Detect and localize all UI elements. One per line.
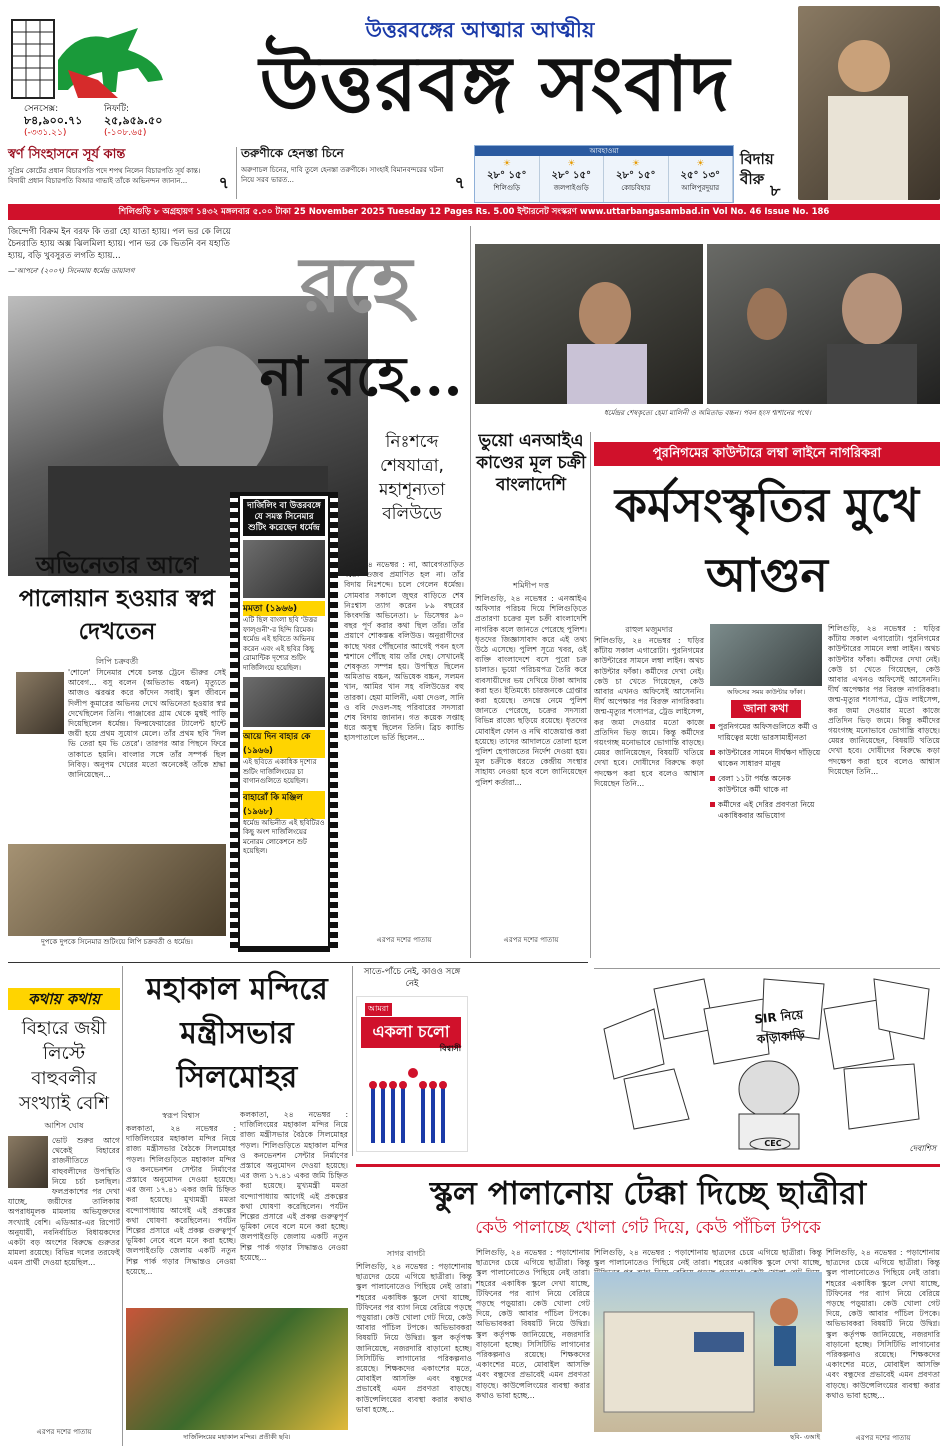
title-na-rohe: না রহে... — [259, 344, 463, 408]
school-headline: স্কুল পালানোয় টেক্কা দিচ্ছে ছাত্রীরা — [429, 1174, 867, 1212]
weather-city — [669, 156, 734, 202]
weather-city-name: কোচবিহার — [621, 184, 651, 192]
kothay-brand: কথায় কথায় — [8, 988, 120, 1010]
teaser-2-title: তরুণীকে হেনস্তা চিনে — [241, 146, 344, 160]
cartoon-stamp: CEC — [764, 1139, 782, 1148]
wrestler-byline: লিপি চক্রবর্তী — [95, 657, 139, 666]
bullet-icon — [710, 724, 715, 729]
school-body-col4: শিলিগুড়ি, ২৪ নভেম্বর : পড়াশোনায় ছাত্রদের চেয়ে এগিয়ে ছাত্রীরা। কিন্তু স্কুল পালানোতেও পিছিয়ে নেই তারা। শহরের একাধিক স্কুলে দেখা যাচ্ছে, টিফিনের পর ব্যাগ নিয়ে বেরিয়ে পড়ছে পড়ুয়ারা। কেউ খোলা গেট দিয়ে, কেউ আবার পাঁচিল টপকে। অভিভাবকরা বিষয়টি নিয়ে উদ্বিগ্ন। স্কুল কর্তৃপক্ষ জানিয়েছে, নজরদারি বাড়ানো হচ্ছে। সিসিটিভি লাগানোর পরিকল্পনাও রয়েছে। শিক্ষকদের একাংশের মতে, মোবাইল আসক্তি এবং বন্ধুদের প্রভাবেই এমন প্রবণতা বাড়ছে। কাউন্সেলিংয়ের ব্যবস্থা করার কথাও ভাবা হচ্ছে... — [826, 1248, 940, 1400]
bullet-icon — [710, 750, 715, 755]
nifty-label: নিফটি: — [104, 104, 130, 114]
school-continue: এরপর দশের পাতায় — [855, 1434, 911, 1442]
teaser-1-page: ৭ — [218, 173, 229, 192]
hema-car-photo — [475, 244, 703, 404]
nia-body: শিলিগুড়ি, ২৪ নভেম্বর : এনআইএ অফিসার পরিচয় দিয়ে শিলিগুড়িতে প্রতারণা চক্রের মূল চক্রী বাংলাদেশি নাগরিক বলে জানতে পেরেছে পুলিশ। ধৃতদের জিজ্ঞাসাবাদ করে এই তথ্য উঠে এসেছে। পুলিশ সূত্রে খবর, ওই ব্যক্তি বাংলাদেশে বসে পুরো চক্র চালাত। ভুয়ো পরিচয়পত্র তৈরি করে ব্যবসায়ীদের ভয় দেখিয়ে টাকা আদায় করা হত। ইতিমধ্যে চারজনকে গ্রেপ্তার করা হয়েছে। তদন্তে নেমে পুলিশ জানতে পেরেছে, চক্রের সদস্যরা বিভিন্ন রাজ্যে ছড়িয়ে রয়েছে। ধৃতদের মোবাইল ফোন ও নথি বাজেয়াপ্ত করা হয়েছে। তাদের আদালতে তোলা হলে পুলিশ হেপাজতের নির্দেশ দেওয়া হয়। মূল চক্রীকে ধরতে কেন্দ্রীয় সংস্থার সাহায্য নেওয়া হবে বলে জানিয়েছেন পুলিশ কর্তারা... — [475, 594, 587, 787]
facts-item: কর্মীদের এই দেরির প্রবণতা নিয়ে একাধিকবার অভিযোগ — [710, 800, 822, 821]
mahakal-body-col2: কলকাতা, ২৪ নভেম্বর : দার্জিলিংয়ের মহাকাল মন্দির নিয়ে রাজ্য মন্ত্রীসভার বৈঠকে সিলমোহর পড়ল। শিলিগুড়িতে মহাকাল মন্দির ও কনভেনশন সেন্টার নির্মাণের প্রস্তাবে অনুমোদন দেওয়া হয়েছে। এর জন্য ১৭.৪১ একর জমি চিহ্নিত করা হয়েছে। মুখ্যমন্ত্রী মমতা বন্দ্যোপাধ্যায় আগেই এই প্রকল্পের কথা ঘোষণা করেছিলেন। পর্যটন শিল্পের প্রসারে এই প্রকল্প গুরুত্বপূর্ণ ভূমিকা নেবে বলে মনে করা হচ্ছে। জলপাইগুড়ি জেলায় একটি নতুন শিল্প পার্ক গড়ার সিদ্ধান্তও নেওয়া হয়েছে... — [240, 1110, 348, 1262]
dateline-bar — [8, 204, 940, 220]
mahakal-photo — [126, 1308, 348, 1430]
facts-item: বেলা ১১টা পর্যন্ত অনেক কাউন্টারে কর্মী থাকে না — [710, 774, 822, 795]
weather-temp: ২৮° ১৫° — [551, 170, 591, 181]
nia-headline: ভুয়ো এনআইএ কাণ্ডের মূল চক্রী বাংলাদেশি — [476, 431, 586, 495]
teaser-2[interactable] — [241, 145, 469, 203]
teaser-3-title: বিদায় বীরু — [740, 150, 774, 188]
wrestler-body: 'শোলে' সিনেমার শেষে চলন্ত ট্রেনে ভীরুর সেই আবেগ... বসু বলেন (অভিতাভ বচ্চন) মৃত্যুতে আজও ঝরঝর করে কাঁদেন সবাই। স্কুল জীবনে দিলীপ কুমারের অভিনয় দেখে অভিনেতা হওয়ার স্বপ্ন দেখেছিলেন তিনি। পাঞ্জাবের গ্রাম থেকে মুম্বই পাড়ি দিয়েছিলেন ধর্মেন্দ্র। ফিল্মফেয়ারের ট্যালেন্ট হান্টে জয়ী হয়ে প্রথম সুযোগ মেলে। তাঁর প্রথম ছবি 'দিল ভি তেরা হম ভি তেরে'। তারপর আর পিছনে ফিরে তাকাতে হয়নি। বাংলার সঙ্গে তাঁর সম্পর্ক ছিল নিবিড়। অনুপম খেরের মতো অনেকেই তাঁকে শ্রদ্ধা জানিয়েছেন... — [68, 668, 226, 780]
school-photo-caption: ছবি- এআই — [790, 1433, 820, 1441]
weather-sun-icon: ☀ — [567, 159, 576, 169]
book-ad-brand: বিশ্বাসী — [439, 1044, 461, 1053]
book-ad-title: একলা চলো — [361, 1017, 461, 1048]
weather-city-name: শিলিগুড়ি — [493, 184, 521, 192]
film-strip-box — [230, 492, 338, 952]
weather-temp: ২৫° ১৩° — [680, 170, 720, 181]
film-quote: জিন্দেগী বিক্রম ইন বরফ কি তরা হো যাতা হ্যায়। পল ভর কে লিয়ে চৈনরাতি হ্যায় অক্স ঝিলমিলা হ্যায়। পান ভর কে ভিতনি বন যহাতি হ্যায়, বড়ি খুবসুরত লগতি হ্যায়... —'আপনে' (২০০৭) সিনেমায় ধর্মেন্দ্র ডায়ালগ — [8, 227, 231, 275]
school-body-col1: শিলিগুড়ি, ২৪ নভেম্বর : পড়াশোনায় ছাত্রদের চেয়ে এগিয়ে ছাত্রীরা। কিন্তু স্কুল পালানোতেও পিছিয়ে নেই তারা। শহরের একাধিক স্কুলে দেখা যাচ্ছে, টিফিনের পর ব্যাগ নিয়ে বেরিয়ে পড়ছে পড়ুয়ারা। কেউ খোলা গেট দিয়ে, কেউ আবার পাঁচিল টপকে। অভিভাবকরা বিষয়টি নিয়ে উদ্বিগ্ন। স্কুল কর্তৃপক্ষ জানিয়েছে, নজরদারি বাড়ানো হচ্ছে। সিসিটিভি লাগানোর পরিকল্পনাও রয়েছে। শিক্ষকদের একাংশের মতে, মোবাইল আসক্তি এবং বন্ধুদের প্রভাবেই এমন প্রবণতা বাড়ছে। কাউন্সেলিংয়ের ব্যবস্থা করার কথাও ভাবা হচ্ছে... — [356, 1262, 472, 1414]
kothay-headline: বিহারে জয়ী লিস্টে বাহুবলীর সংখ্যাই বেশি — [18, 1018, 110, 1114]
weather-city — [604, 156, 669, 202]
kothay-column — [8, 966, 120, 1446]
school-body-col2: শিলিগুড়ি, ২৪ নভেম্বর : পড়াশোনায় ছাত্রদের চেয়ে এগিয়ে ছাত্রীরা। কিন্তু স্কুল পালানোতেও পিছিয়ে নেই তারা। শহরের একাধিক স্কুলে দেখা যাচ্ছে, টিফিনের পর ব্যাগ নিয়ে বেরিয়ে পড়ছে পড়ুয়ারা। কেউ খোলা গেট দিয়ে, কেউ আবার পাঁচিল টপকে। অভিভাবকরা বিষয়টি নিয়ে উদ্বিগ্ন। স্কুল কর্তৃপক্ষ জানিয়েছে, নজরদারি বাড়ানো হচ্ছে। সিসিটিভি লাগানোর পরিকল্পনাও রয়েছে। শিক্ষকদের একাংশের মতে, মোবাইল আসক্তি এবং বন্ধুদের প্রভাবেই এমন প্রবণতা বাড়ছে। কাউন্সেলিংয়ের ব্যবস্থা করার কথাও ভাবা হচ্ছে... — [476, 1248, 590, 1400]
funeral-continue: এরপর দশের পাতায় — [376, 936, 432, 944]
nia-continue: এরপর দশের পাতায় — [503, 936, 559, 944]
title-rohe: রহে — [299, 240, 413, 329]
shooting-photo — [8, 844, 226, 936]
teaser-2-page: ৭ — [454, 173, 465, 192]
book-ad[interactable] — [356, 966, 468, 1158]
weather-city-name: আলিপুরদুয়ার — [681, 184, 720, 192]
facts-box — [710, 700, 822, 868]
film-3-text: ধর্মেন্দ্র অভিনীত এই ছবিটিরও কিছু অংশ দার্জিলিংয়ের মনোরম লোকেশনে শুট হয়েছিল। — [243, 818, 325, 855]
facts-item: কাউন্টারের সামনে দীর্ঘক্ষণ দাঁড়িয়ে থাকেন সাধারণ মানুষ — [710, 748, 822, 769]
karma-strap: পুরনিগমের কাউন্টারে লম্বা লাইনে নাগরিকরা — [594, 442, 940, 466]
dharmendra-lead — [8, 226, 466, 958]
weather-header: আবহাওয়া — [475, 146, 733, 156]
weather-sun-icon: ☀ — [631, 159, 640, 169]
school-body-col3: শিলিগুড়ি, ২৪ নভেম্বর : পড়াশোনায় ছাত্রদের চেয়ে এগিয়ে ছাত্রীরা। কিন্তু স্কুল পালানোতেও পিছিয়ে নেই তারা। শহরের একাধিক স্কুলে দেখা যাচ্ছে, — [594, 1248, 822, 1268]
wrestler-headline: অভিনেতার আগে পালোয়ান হওয়ার স্বপ্ন দেখতেন — [18, 553, 216, 645]
weather-temp: ২৮° ১৫° — [487, 170, 527, 181]
film-2-text: এই ছবিতে একাধিক দৃশ্যের শুটিং দার্জিলিংয়ের চা বাগানগুলিতে হয়েছিল। — [243, 758, 317, 785]
school-subhead: কেউ পালাচ্ছে খোলা গেট দিয়ে, কেউ পাঁচিল টপকে — [475, 1218, 821, 1238]
weather-sun-icon: ☀ — [502, 159, 511, 169]
mahakal-headline: মহাকাল মন্দিরে মন্ত্রীসভার সিলমোহর — [146, 972, 328, 1095]
facts-item: পুরনিগমের অফিসগুলিতে কর্মী ও দায়িত্বের মধ্যে ভারসাম্যহীনতা — [710, 722, 822, 743]
nifty-change: (-১০৮.৬৫) — [104, 128, 147, 138]
nia-story — [475, 430, 587, 958]
film-2-title: আয়ে দিন বাহার কে (১৯৬৬) — [243, 730, 325, 758]
ashis-photo — [8, 1136, 48, 1188]
dharmendra-portrait — [798, 6, 940, 200]
weather-widget — [474, 145, 734, 203]
sensex-change: (-৩৩১.২১) — [24, 128, 67, 138]
film-still-1 — [243, 540, 325, 598]
sensex-value: ৮৪,৯০০.৭১ — [24, 114, 83, 127]
kothay-body: ভোট শুরুর আগে থেকেই বিহারের রাজনীতিতে বাহুবলীদের উপস্থিতি নিয়ে চর্চা চলছিল। ফলপ্রকাশের পর দেখা যাচ্ছে, জয়ীদের তালিকায় অপরাধমূলক মামলায় অভিযুক্তদের সংখ্যাই বেশি। এডিআর-এর রিপোর্ট অনুযায়ী, নবনির্বাচিত বিধায়কদের একটা বড় অংশের বিরুদ্ধে গুরুতর মামলা রয়েছে। বিভিন্ন দলের তরফেই এমন প্রার্থী দেওয়া হয়েছিল... — [8, 1136, 120, 1268]
teaser-2-text: অরুণাচল চিনের, দাবি তুলে হেনস্তা তরুণীকে। সাংহাই বিমানবন্দরের ঘটনা নিয়ে সরব ভারত... — [241, 166, 444, 184]
school-top-rule — [356, 1164, 940, 1167]
weather-city — [540, 156, 605, 202]
film-still-2 — [243, 677, 325, 727]
funeral-body: মুম্বই, ২৪ নভেম্বর : না, আবেগতাড়িত মতো গুজব প্রমাণিত হল না। তাঁর বিদায় নিঃশব্দে। চলে গেলেন ধর্মেন্দ্র। সোমবার সকালে জুহুর বাড়িতে শেষ নিঃশ্বাস ত্যাগ করেন ৮৯ বছরের কিংবদন্তি অভিনেতা। ৮ ডিসেম্বর ৯০ বছর পূর্ণ করার কথা ছিল তাঁর। তাঁর প্রয়াণে শোকস্তব্ধ বলিউড। অনুরাগীদের কাছে খবর পৌঁছনোর আগেই পবন হংস শ্মশানে পৌঁছে যায় তাঁর দেহ। সেখানেই শেষকৃত্য সম্পন্ন হয়। উপস্থিত ছিলেন অমিতাভ বচ্চন, অভিষেক বচ্চন, সলমন খান, আমির খান সহ বলিউডের বহু তারকা। হেমা মালিনী, এষা দেওল, সানি ও ববি দেওল-সহ পরিবারের সদস্যরা শেষ বিদায় জানান। গত কয়েক সপ্তাহ ধরে অসুস্থ ছিলেন তিনি। ব্রিচ ক্যান্ডি হাসপাতালে ভর্তি ছিলেন... — [344, 560, 464, 743]
karma-body-col1: শিলিগুড়ি, ২৪ নভেম্বর : ঘড়ির কাঁটায় সকাল এগারোটা। পুরনিগমের কাউন্টারের সামনে লম্বা লাইন। অথচ কাউন্টার ফাঁকা। কর্মীদের দেখা নেই। কেউ চা খেতে গিয়েছেন, কেউ আবার এখনও অফিসেই আসেননি। দীর্ঘ অপেক্ষার পর বিরক্ত নাগরিকরা। জন্ম-মৃত্যুর শংসাপত্র, ট্রেড লাইসেন্স, কর জমা দেওয়ার মতো কাজে প্রতিদিন ভিড় জমে। কিন্তু কর্মীদের গয়ংগচ্ছ মনোভাবে ভোগান্তি বাড়ছে। মেয়র জানিয়েছেন, বিষয়টি খতিয়ে দেখা হবে। দোষীদের বিরুদ্ধে কড়া পদক্ষেপ করা হবে বলেও আশ্বাস দিয়েছেন তিনি... — [594, 636, 704, 788]
bullet-icon — [710, 802, 715, 807]
kothay-continue: এরপর দশের পাতায় — [36, 1428, 92, 1436]
facts-title: জানা কথা — [731, 700, 801, 718]
film-box-title: দার্জিলিং বা উত্তরবঙ্গে যে সমস্ত সিনেমার শুটিং করেছেন ধর্মেন্দ্র — [243, 499, 325, 536]
cartoon-artist: দেবাশিস — [909, 1144, 936, 1153]
karma-headline: কর্মসংস্কৃতির মুখে আগুন — [614, 478, 920, 602]
masthead-tagline: উত্তরবঙ্গের আত্মার আত্মীয় — [365, 18, 595, 42]
mahakal-body-col1: কলকাতা, ২৪ নভেম্বর : দার্জিলিংয়ের মহাকাল মন্দির নিয়ে রাজ্য মন্ত্রীসভার বৈঠকে সিলমোহর পড়ল। শিলিগুড়িতে মহাকাল মন্দির ও কনভেনশন সেন্টার নির্মাণের প্রস্তাবে অনুমোদন দেওয়া হয়েছে। এর জন্য ১৭.৪১ একর জমি চিহ্নিত করা হয়েছে। মুখ্যমন্ত্রী মমতা বন্দ্যোপাধ্যায় আগেই এই প্রকল্পের কথা ঘোষণা করেছিলেন। পর্যটন শিল্পের প্রসারে এই প্রকল্প গুরুত্বপূর্ণ ভূমিকা নেবে বলে মনে করা হচ্ছে। জলপাইগুড়ি জেলায় একটি নতুন শিল্প পার্ক গড়ার সিদ্ধান্তও নেওয়া হয়েছে... — [126, 1124, 236, 1276]
film-3-title: বাহারোঁ কি মঞ্জিল (১৯৬৮) — [243, 791, 325, 819]
amitabh-car-photo — [707, 244, 940, 404]
mahakal-caption: দার্জিলিংয়ের মহাকাল মন্দির। প্রতীকী ছবি। — [183, 1433, 291, 1441]
funeral-subhead: নিঃশব্দে শেষযাত্রা, মহাশূন্যতা বলিউডে — [378, 432, 446, 524]
nia-byline: শমিদীপ দত্ত — [513, 581, 549, 590]
dateline-text: শিলিগুড়ি ৮ অগ্রহায়ণ ১৪৩২ মঙ্গলবার ৫.০০ টাকা 25 November 2025 Tuesday 12 Pages Rs. 5.00 ইন্টারনেট সংস্করণ www.uttarbangasambad.in Vol No. 46 Issue No. 186 — [118, 207, 830, 217]
mahakal-byline: স্বরূপ বিশ্বাস — [162, 1111, 200, 1120]
masthead — [0, 0, 945, 148]
book-ad-top: সাতে-পাঁচে নেই, কাওও সঙ্গে নেই — [363, 967, 461, 989]
top-photo-caption: ধর্মেন্দ্রর শেষকৃত্যে হেমা মালিনী ও অমিতাভ বচ্চন। পবন হংস শ্মশানের পথে। — [604, 409, 811, 417]
book-ad-prefix: আমরা — [365, 1003, 392, 1016]
teaser-strip — [8, 145, 796, 203]
teaser-3[interactable] — [740, 149, 798, 199]
weather-sun-icon: ☀ — [696, 159, 705, 169]
weather-temp: ২৮° ১৫° — [616, 170, 656, 181]
sensex-label: সেনসেক্স: — [24, 104, 59, 114]
film-1-text: এটি ছিল বাংলা ছবি 'উত্তর ফাল্গুনী'-র হিন্দি রিমেক। ধর্মেন্দ্র এই ছবিতে অভিনয় করেন এবং এই ছবির কিছু রোমান্টিক দৃশ্যের শুটিং দার্জিলিংয়ে হয়েছিল। — [243, 616, 318, 672]
cartoon-label: SIR নিয়ে কাড়াকাড়ি — [753, 1007, 806, 1047]
counter-photo — [710, 624, 822, 686]
film-1-title: মমতা (১৯৬৬) — [243, 601, 325, 616]
weather-city-name: জলপাইগুড়ি — [553, 184, 589, 192]
counter-caption: অফিসের সময় কাউন্টার ফাঁকা। — [726, 688, 806, 696]
shooting-caption: দুপকে দুপকে সিনেমার শুটিংয়ে লিপি চক্রবর্তী ও ধর্মেন্দ্র। — [41, 938, 193, 946]
masthead-title: উত্তরবঙ্গ সংবাদ — [259, 39, 731, 128]
weather-city — [475, 156, 540, 202]
school-ai-photo — [594, 1272, 822, 1432]
teaser-3-page: ৮ — [770, 181, 781, 200]
kothay-byline: আশিস ঘোষ — [44, 1121, 84, 1130]
teaser-1-text: সুপ্রিম কোর্টের প্রধান বিচারপতি পদে শপথ নিলেন বিচারপতি সূর্য কান্ত। বিদায়ী প্রধান বিচারপতি বিআর গাভাই তাঁকে অভিনন্দন জানান... — [8, 167, 201, 185]
nifty-value: ২৫,৯৫৯.৫০ — [104, 114, 163, 127]
karma-byline: রাহুল মজুমদার — [625, 625, 673, 634]
bullet-icon — [710, 776, 715, 781]
teaser-1[interactable] — [8, 145, 233, 203]
teaser-1-title: স্বর্ণ সিংহাসনে সূর্য কান্ত — [8, 147, 126, 162]
school-byline: সাগর বাগচী — [386, 1249, 426, 1258]
karma-body-col3: শিলিগুড়ি, ২৪ নভেম্বর : ঘড়ির কাঁটায় সকাল এগারোটা। পুরনিগমের কাউন্টারের সামনে লম্বা লাইন। অথচ কাউন্টার ফাঁকা। কর্মীদের দেখা নেই। কেউ চা খেতে গিয়েছেন, কেউ আবার এখনও অফিসেই আসেননি। দীর্ঘ অপেক্ষার পর বিরক্ত নাগরিকরা। জন্ম-মৃত্যুর শংসাপত্র, ট্রেড লাইসেন্স, কর জমা দেওয়ার মতো কাজে প্রতিদিন ভিড় জমে। কিন্তু কর্মীদের গয়ংগচ্ছ মনোভাবে ভোগান্তি বাড়ছে। মেয়র জানিয়েছেন, বিষয়টি খতিয়ে দেখা হবে। দোষীদের বিরুদ্ধে কড়া পদক্ষেপ করা হবে বলেও আশ্বাস দিয়েছেন তিনি... — [828, 624, 940, 776]
sir-cartoon — [594, 968, 940, 1160]
market-logo-icon — [8, 10, 168, 100]
